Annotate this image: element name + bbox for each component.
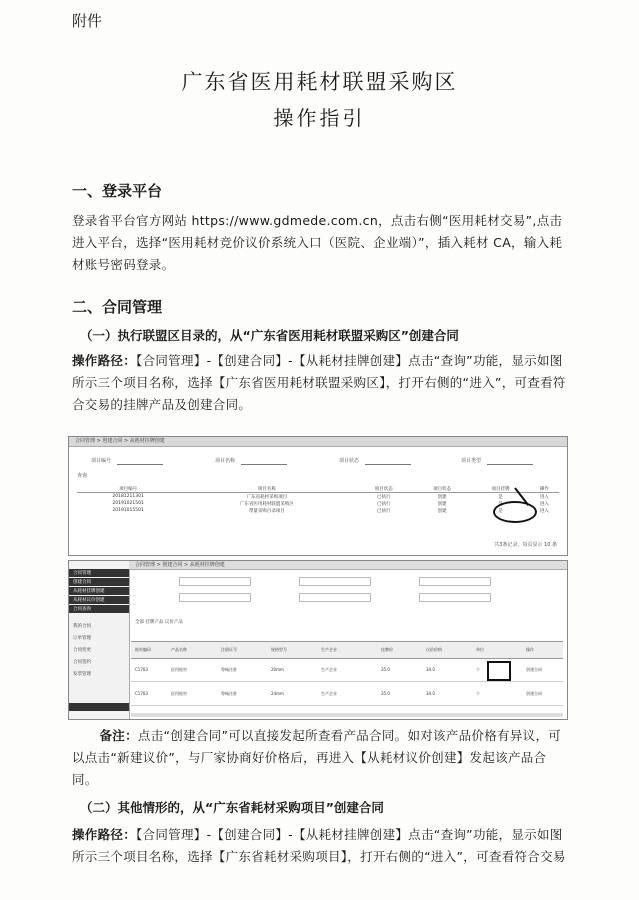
cell: 广东省医用耗材联盟采购区 (239, 501, 294, 507)
doc-subtitle: 操作指引 (273, 106, 366, 130)
menu-item-light[interactable]: 合同签约 (73, 660, 91, 665)
cell: 34.0 (426, 667, 435, 672)
col-header: 项目状态 (355, 485, 413, 493)
cell: 生产企业 (321, 667, 337, 672)
menu-item[interactable] (69, 578, 129, 586)
filter-input[interactable] (365, 456, 411, 465)
operation-path-1 (72, 350, 567, 416)
enter-link[interactable]: 进入 (539, 494, 549, 500)
cell: 医用耗材 (171, 691, 187, 696)
subsection2-heading: （二）其他情形的，从“广东省耗材采购项目”创建合同 (80, 800, 384, 815)
cell: 创建 (437, 501, 447, 507)
cell: 20181211301 (112, 494, 144, 499)
path-text: 【合同管理】-【创建合同】-【从耗材挂牌创建】点击“查询”功能，显示如图所示三个项目名称，选择【广东省耗材采购项目】，打开右侧的“进入”，可查看符合交易 (72, 827, 566, 864)
cell: 是 (498, 501, 503, 507)
cell: 生产企业 (321, 691, 337, 696)
filter-label: 项目名称 (215, 458, 236, 464)
menu-item-light[interactable]: 发票管理 (73, 672, 91, 677)
enter-link[interactable]: 进入 (539, 501, 549, 507)
menu-item[interactable] (69, 605, 129, 613)
col-header: 规格型号 (271, 647, 287, 652)
pagination[interactable]: 共3条记录，每页显示 10 条 (494, 542, 557, 548)
cell: 个 (476, 691, 480, 696)
highlight-circle (493, 501, 537, 523)
highlight-rect (487, 661, 511, 681)
menu-item-label: 从耗材议价创建 (73, 598, 105, 603)
menu-item[interactable] (69, 596, 129, 604)
cell: 是 (498, 508, 503, 514)
table-row (131, 683, 563, 706)
create-contract-link[interactable]: 创建合同 (526, 691, 542, 696)
sidebar-footer (69, 703, 129, 711)
filter-input[interactable] (241, 456, 287, 465)
menu-item-label: 合同查询 (73, 607, 91, 612)
filter-label: 项目类型 (461, 458, 482, 464)
filter-label: 项目编号 (91, 458, 112, 464)
cell: 已执行 (376, 494, 391, 500)
filter-input[interactable] (419, 577, 491, 586)
table-row (77, 493, 559, 501)
note-paragraph (72, 725, 567, 791)
operation-path-2 (72, 824, 567, 868)
cell: C1703 (135, 667, 148, 672)
menu-item-light[interactable]: 我的合同 (73, 624, 91, 629)
path-label: 操作路径： (72, 353, 137, 368)
project-table (77, 485, 559, 514)
col-header: 项目状态 (413, 485, 471, 493)
doc-title: 广东省医用耗材联盟采购区 (181, 70, 458, 94)
cell: C1703 (135, 691, 148, 696)
section1-heading: 一、登录平台 (72, 182, 163, 200)
cell: 是 (498, 494, 503, 500)
menu-item-light[interactable]: 合同变更 (73, 648, 91, 653)
cell: 已执行 (376, 501, 391, 507)
horizontal-scrollbar[interactable] (131, 713, 563, 717)
menu-item-label: 合同管理 (73, 571, 91, 576)
filter-input[interactable] (117, 456, 163, 465)
col-header: 生产企业 (321, 647, 337, 652)
section2-heading: 二、合同管理 (72, 298, 163, 316)
table-row (77, 500, 559, 507)
col-header: 耗材编码 (135, 647, 151, 652)
col-header: 产品名称 (171, 647, 187, 652)
sidebar-menu (69, 561, 130, 719)
filter-input[interactable] (299, 577, 371, 586)
path-label: 操作路径： (72, 827, 137, 842)
col-header: 项目名称 (179, 485, 354, 493)
screenshot-project-list (68, 436, 568, 556)
cell: 20191015501 (112, 508, 144, 513)
col-header: 项目编号 (77, 485, 179, 493)
query-button[interactable]: 查询 (77, 473, 88, 479)
attachment-label: 附件 (72, 12, 103, 30)
menu-item-label: 从耗材挂牌创建 (73, 589, 105, 594)
col-header: 操作 (526, 647, 534, 652)
cell: 20191021501 (112, 501, 144, 506)
table-row (77, 507, 559, 514)
cell: 20mm (271, 667, 284, 672)
breadcrumb: 合同管理 > 创建合同 > 从耗材挂牌创建 (135, 562, 225, 568)
col-header: 操作 (530, 485, 559, 493)
cell: 粤械注准 (221, 691, 237, 696)
breadcrumb: 合同管理 > 创建合同 > 从耗材挂牌创建 (75, 438, 165, 444)
filter-input[interactable] (179, 593, 251, 602)
enter-link[interactable]: 进入 (539, 508, 549, 514)
cell: 创建 (437, 508, 447, 514)
cell: 粤械注准 (221, 667, 237, 672)
filter-input[interactable] (299, 593, 371, 602)
col-header: 议价价格 (426, 647, 442, 652)
cell: 医用耗材 (171, 667, 187, 672)
cell: 个 (476, 667, 480, 672)
menu-item-light[interactable]: 订单管理 (73, 636, 91, 641)
filter-input[interactable] (419, 593, 491, 602)
cell: 创建 (437, 494, 447, 500)
cell: 广东省耗材采购项目 (246, 494, 288, 500)
create-contract-link[interactable]: 创建合同 (526, 667, 542, 672)
cell: 34.0 (426, 691, 435, 696)
section1-body: 登录省平台官方网站 https://www.gdmede.com.cn，点击右侧“医用耗材交易”,点击进入平台，选择“医用耗材竞价议价系统入口（医院、企业端）”，插入耗材 CA，输入耗材账号密码登录。 (72, 213, 563, 272)
filter-label: 项目状态 (339, 458, 360, 464)
cell: 已执行 (376, 508, 391, 514)
cell: 24mm (271, 691, 284, 696)
product-tabs[interactable]: 全部 挂牌产品 议价产品 (135, 620, 183, 625)
col-header: 注册证号 (221, 647, 237, 652)
col-header: 挂牌价 (381, 647, 393, 652)
filter-input[interactable] (179, 577, 251, 586)
table-header (131, 641, 563, 659)
path-text: 【合同管理】-【创建合同】-【从耗材挂牌创建】点击“查询”功能，显示如图所示三个项目名称，选择【广东省医用耗材联盟采购区】，打开右侧的“进入”，可查看符合交易的挂牌产品及创建合同。 (72, 353, 566, 412)
cell: 带量采购目录项目 (248, 508, 285, 514)
cell: 35.0 (381, 691, 390, 696)
cell: 35.0 (381, 667, 390, 672)
screenshot-product-list (68, 560, 568, 720)
menu-item-label: 创建合同 (73, 580, 91, 585)
col-header: 项目挂牌 (471, 485, 529, 493)
note-text: 点击“创建合同”可以直接发起所查看产品合同。如对该产品价格有异议，可以点击“新建议价”，与厂家协商好价格后，再进入【从耗材议价创建】发起该产品合同。 (72, 728, 562, 787)
menu-item[interactable] (69, 569, 129, 577)
note-label: 备注： (99, 728, 138, 743)
col-header: 单位 (476, 647, 484, 652)
subsection1-heading: （一）执行联盟区目录的，从“广东省医用耗材联盟采购区”创建合同 (80, 328, 459, 343)
menu-item[interactable] (69, 587, 129, 595)
filter-input[interactable] (487, 456, 533, 465)
